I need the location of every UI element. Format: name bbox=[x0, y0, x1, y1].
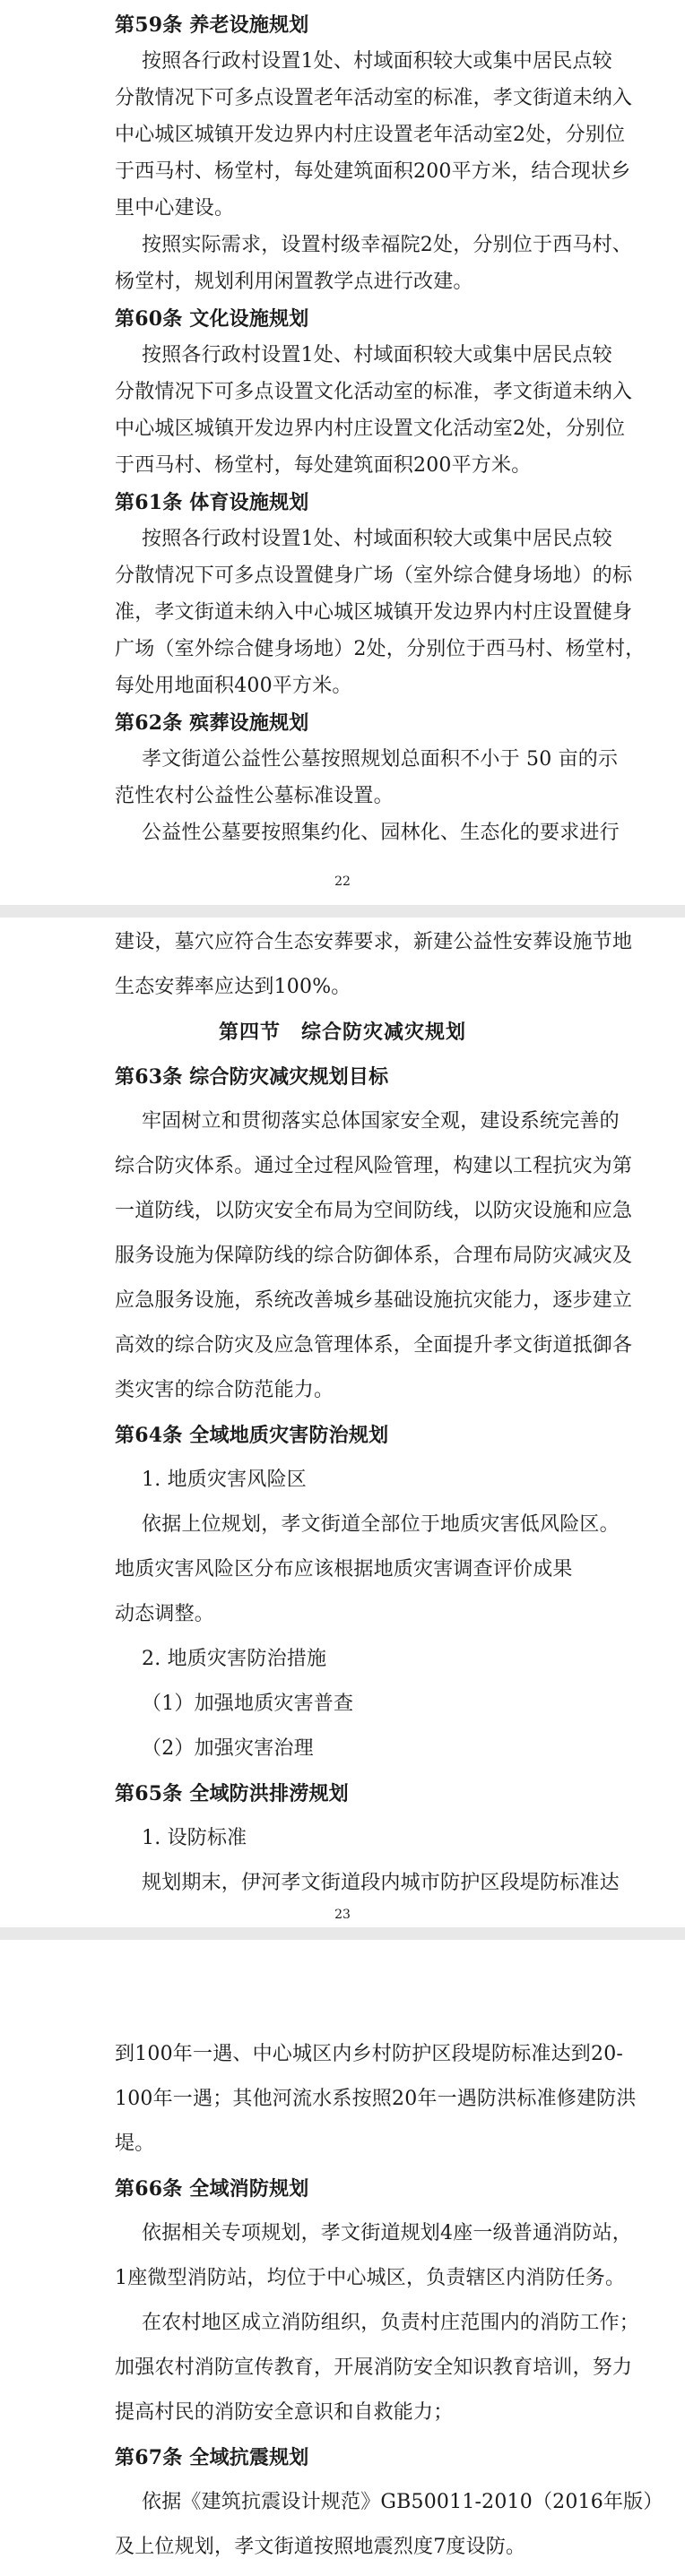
text-line: （1）加强地质灾害普查 bbox=[142, 1693, 354, 1715]
article-61-heading: 第61条 体育设施规划 bbox=[115, 491, 309, 514]
text-line: 牢固树立和贯彻落实总体国家安全观，建设系统完善的 bbox=[142, 1110, 620, 1133]
text-line: 分散情况下可多点设置文化活动室的标准，孝文街道未纳入 bbox=[115, 381, 633, 403]
text-line: 范性农村公益性公墓标准设置。 bbox=[115, 785, 394, 807]
article-67-heading: 第67条 全域抗震规划 bbox=[115, 2446, 309, 2469]
text-line: 准，孝文街道未纳入中心城区城镇开发边界内村庄设置健身 bbox=[115, 601, 633, 624]
text-line: 堤。 bbox=[115, 2132, 155, 2155]
text-line: 服务设施为保障防线的综合防御体系，合理布局防灾减灾及 bbox=[115, 1245, 633, 1267]
article-62-heading: 第62条 殡葬设施规划 bbox=[115, 711, 309, 735]
text-line: 按照各行政村设置1处、村域面积较大或集中居民点较 bbox=[142, 50, 612, 73]
text-line: 分散情况下可多点设置老年活动室的标准，孝文街道未纳入 bbox=[115, 87, 633, 109]
text-line: 100年一遇；其他河流水系按照20年一遇防洪标准修建防洪 bbox=[115, 2088, 637, 2110]
text-line: 于西马村、杨堂村，每处建筑面积200平方米，结合现状乡 bbox=[115, 160, 631, 183]
text-line: 地质灾害风险区分布应该根据地质灾害调查评价成果 bbox=[115, 1558, 573, 1581]
text-line: 按照实际需求，设置村级幸福院2处，分别位于西马村、 bbox=[142, 234, 632, 256]
text-line: 每处用地面积400平方米。 bbox=[115, 675, 352, 697]
text-line: 广场（室外综合健身场地）2处，分别位于西马村、杨堂村， bbox=[115, 638, 646, 660]
section-title: 第四节 综合防灾减灾规划 bbox=[218, 1021, 466, 1044]
text-line: 按照各行政村设置1处、村域面积较大或集中居民点较 bbox=[142, 344, 612, 366]
text-line: 分散情况下可多点设置健身广场（室外综合健身场地）的标 bbox=[115, 564, 633, 587]
article-65-heading: 第65条 全域防洪排涝规划 bbox=[115, 1782, 349, 1805]
text-line: 1座微型消防站，均位于中心城区，负责辖区内消防任务。 bbox=[115, 2267, 626, 2289]
text-line: 于西马村、杨堂村，每处建筑面积200平方米。 bbox=[115, 454, 532, 477]
text-line: 依据上位规划，孝文街道全部位于地质灾害低风险区。 bbox=[142, 1513, 620, 1536]
text-line: 高效的综合防灾及应急管理体系，全面提升孝文街道抵御各 bbox=[115, 1334, 633, 1357]
document-page-22 bbox=[0, 0, 685, 905]
article-59-heading: 第59条 养老设施规划 bbox=[115, 13, 309, 37]
document-page-24 bbox=[0, 1940, 685, 2576]
text-line: 中心城区城镇开发边界内村庄设置文化活动室2处，分别位 bbox=[115, 418, 626, 440]
text-line: 孝文街道公益性公墓按照规划总面积不小于 50 亩的示 bbox=[142, 748, 619, 771]
text-line: 在农村地区成立消防组织，负责村庄范围内的消防工作； bbox=[142, 2312, 640, 2334]
text-line: 到100年一遇、中心城区内乡村防护区段堤防标准达到20- bbox=[115, 2043, 624, 2065]
article-64-heading: 第64条 全域地质灾害防治规划 bbox=[115, 1424, 389, 1447]
text-line: 杨堂村，规划利用闲置教学点进行改建。 bbox=[115, 271, 473, 293]
article-63-heading: 第63条 综合防灾减灾规划目标 bbox=[115, 1065, 389, 1089]
text-line: 及上位规划，孝文街道按照地震烈度7度设防。 bbox=[115, 2536, 526, 2558]
text-line: 生态安葬率应达到100%。 bbox=[115, 976, 351, 998]
page-number: 22 bbox=[334, 874, 351, 889]
text-line: 建设，墓穴应符合生态安葬要求，新建公益性安葬设施节地 bbox=[115, 931, 633, 953]
text-line: 动态调整。 bbox=[115, 1603, 215, 1625]
article-60-heading: 第60条 文化设施规划 bbox=[115, 307, 309, 331]
text-line: 应急服务设施，系统改善城乡基础设施抗灾能力，逐步建立 bbox=[115, 1289, 633, 1312]
text-line: 依据《建筑抗震设计规范》GB50011-2010（2016年版） bbox=[142, 2491, 663, 2513]
text-line: 一道防线，以防灾安全布局为空间防线，以防灾设施和应急 bbox=[115, 1200, 633, 1222]
text-line: 综合防灾体系。通过全过程风险管理，构建以工程抗灾为第 bbox=[115, 1155, 633, 1177]
text-line: 提高村民的消防安全意识和自救能力； bbox=[115, 2401, 454, 2424]
text-line: 中心城区城镇开发边界内村庄设置老年活动室2处，分别位 bbox=[115, 124, 626, 146]
article-66-heading: 第66条 全域消防规划 bbox=[115, 2177, 309, 2201]
text-line: 里中心建设。 bbox=[115, 197, 235, 220]
text-line: （2）加强灾害治理 bbox=[142, 1737, 314, 1760]
text-line: 2. 地质灾害防治措施 bbox=[142, 1648, 327, 1670]
page-number: 23 bbox=[334, 1908, 351, 1922]
document-page-23 bbox=[0, 918, 685, 1927]
text-line: 类灾害的综合防范能力。 bbox=[115, 1379, 334, 1401]
text-line: 公益性公墓要按照集约化、园林化、生态化的要求进行 bbox=[142, 822, 620, 844]
text-line: 1. 地质灾害风险区 bbox=[142, 1469, 307, 1491]
text-line: 1. 设防标准 bbox=[142, 1827, 247, 1849]
text-line: 加强农村消防宣传教育，开展消防安全知识教育培训，努力 bbox=[115, 2356, 633, 2379]
text-line: 规划期末，伊河孝文街道段内城市防护区段堤防标准达 bbox=[142, 1872, 620, 1894]
text-line: 按照各行政村设置1处、村域面积较大或集中居民点较 bbox=[142, 528, 612, 550]
text-line: 依据相关专项规划，孝文街道规划4座一级普通消防站， bbox=[142, 2222, 632, 2244]
